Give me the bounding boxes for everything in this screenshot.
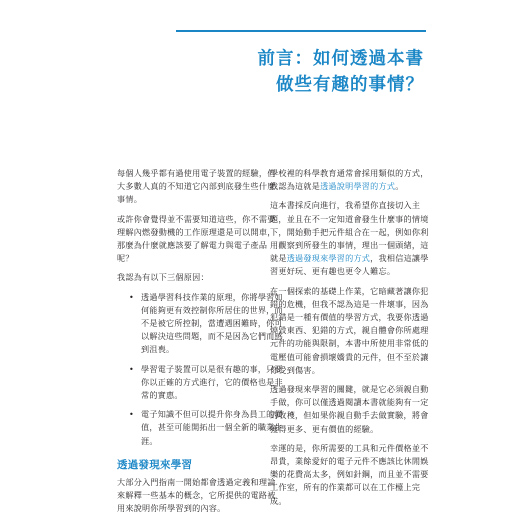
header-rule [176, 30, 426, 32]
left-column [117, 167, 283, 521]
right-column [270, 167, 436, 514]
list-item [129, 291, 283, 357]
paragraph: 幸運的是，你所需要的工具和元件價格並不昂貴，業餘愛好的電子元件不應該比休閒娛樂的花費高太多，例如針鋼，而且並不需要工作室，所有的作業都可以在工作檯上完成。 [270, 442, 429, 506]
list-item [129, 408, 283, 448]
bullet-icon: • [129, 409, 135, 420]
text-run: ，我相信這讓學習更好玩、更有趣也更令人難忘。 [270, 253, 429, 277]
chapter-title-line-1: 前言：如何透過本書 [257, 49, 424, 69]
paragraph: 每個人幾乎都有過使用電子裝置的經驗，但大多數人真的不知道它內部到底發生些什麼事情。 [117, 168, 276, 205]
list-item-text: 透過學習科技作業的原理，你將學習如何能夠更有效控制你所居住的世界，而不是被它所控制，當遭遇困難時，你可以解決這些問題，而不是因為它們而感到沮喪。 [141, 291, 283, 355]
bullet-icon: • [129, 291, 135, 302]
paragraph [270, 167, 436, 193]
chapter-title [258, 46, 425, 98]
list-item [129, 363, 283, 403]
text-run: 。 [395, 181, 404, 192]
section-heading: 透過發現來學習 [117, 458, 193, 471]
text-run: 這本書採反向進行，我希望你直接切入主題，並且在不一定知道會發生什麼事的情境下，開始動手把元件組合在一起，例如你利用觀察到所發生的事情，理出一個頭緒，這就是 [270, 200, 429, 264]
list-item-text: 電子知識不但可以提升你身為員工的價值，甚至可能開拓出一個全新的職業生涯。 [141, 409, 283, 446]
bullet-icon: • [129, 363, 135, 374]
list-item-text: 學習電子裝置可以是很有趣的事，只要你以正確的方式進行，它的價格也是非常的實惠。 [141, 363, 283, 401]
chapter-title-line-2: 做些有趣的事情？ [276, 75, 424, 95]
reasons-list [117, 291, 283, 448]
paragraph: 在一個探索的基礎上作業，它暗藏著讓你犯錯的危機，但我不認為這是一件壞事，因為犯錯是一種有價值的學習方式，我要你透過燒毀東西、犯錯的方式，親自體會你所處理元件的功能與限制，本書中所使用非常低的電壓值可能會損壞嬌貴的元件，但不至於讓你受到傷害。 [270, 285, 429, 375]
text-run: 學校裡的科學教育通常會採用類似的方式，我認為這就是 [270, 168, 429, 192]
highlight-term: 透過發現來學習的方式 [286, 253, 371, 264]
paragraph: 透過發現來學習的關鍵，就是它必須親自動手做，你可以僅透過閱讀本書就能夠有一定的收穫，但如果你親自動手去做實驗，將會獲得更多、更有價值的經驗。 [270, 384, 429, 434]
paragraph: 我認為有以下三個原因： [117, 272, 209, 283]
paragraph: 大部分入門指南一開始都會透過定義和理論來解釋一些基本的概念，它所提供的電路被用來說明你所學習到的內容。 [117, 476, 276, 514]
highlight-term: 透過說明學習的方式 [320, 181, 396, 192]
paragraph: 或許你會覺得並不需要知道這些，你不需要理解內燃發動機的工作原理還是可以開車，那麼為什麼就應該要了解電力與電子產品呢？ [117, 213, 276, 264]
paragraph [270, 199, 436, 278]
